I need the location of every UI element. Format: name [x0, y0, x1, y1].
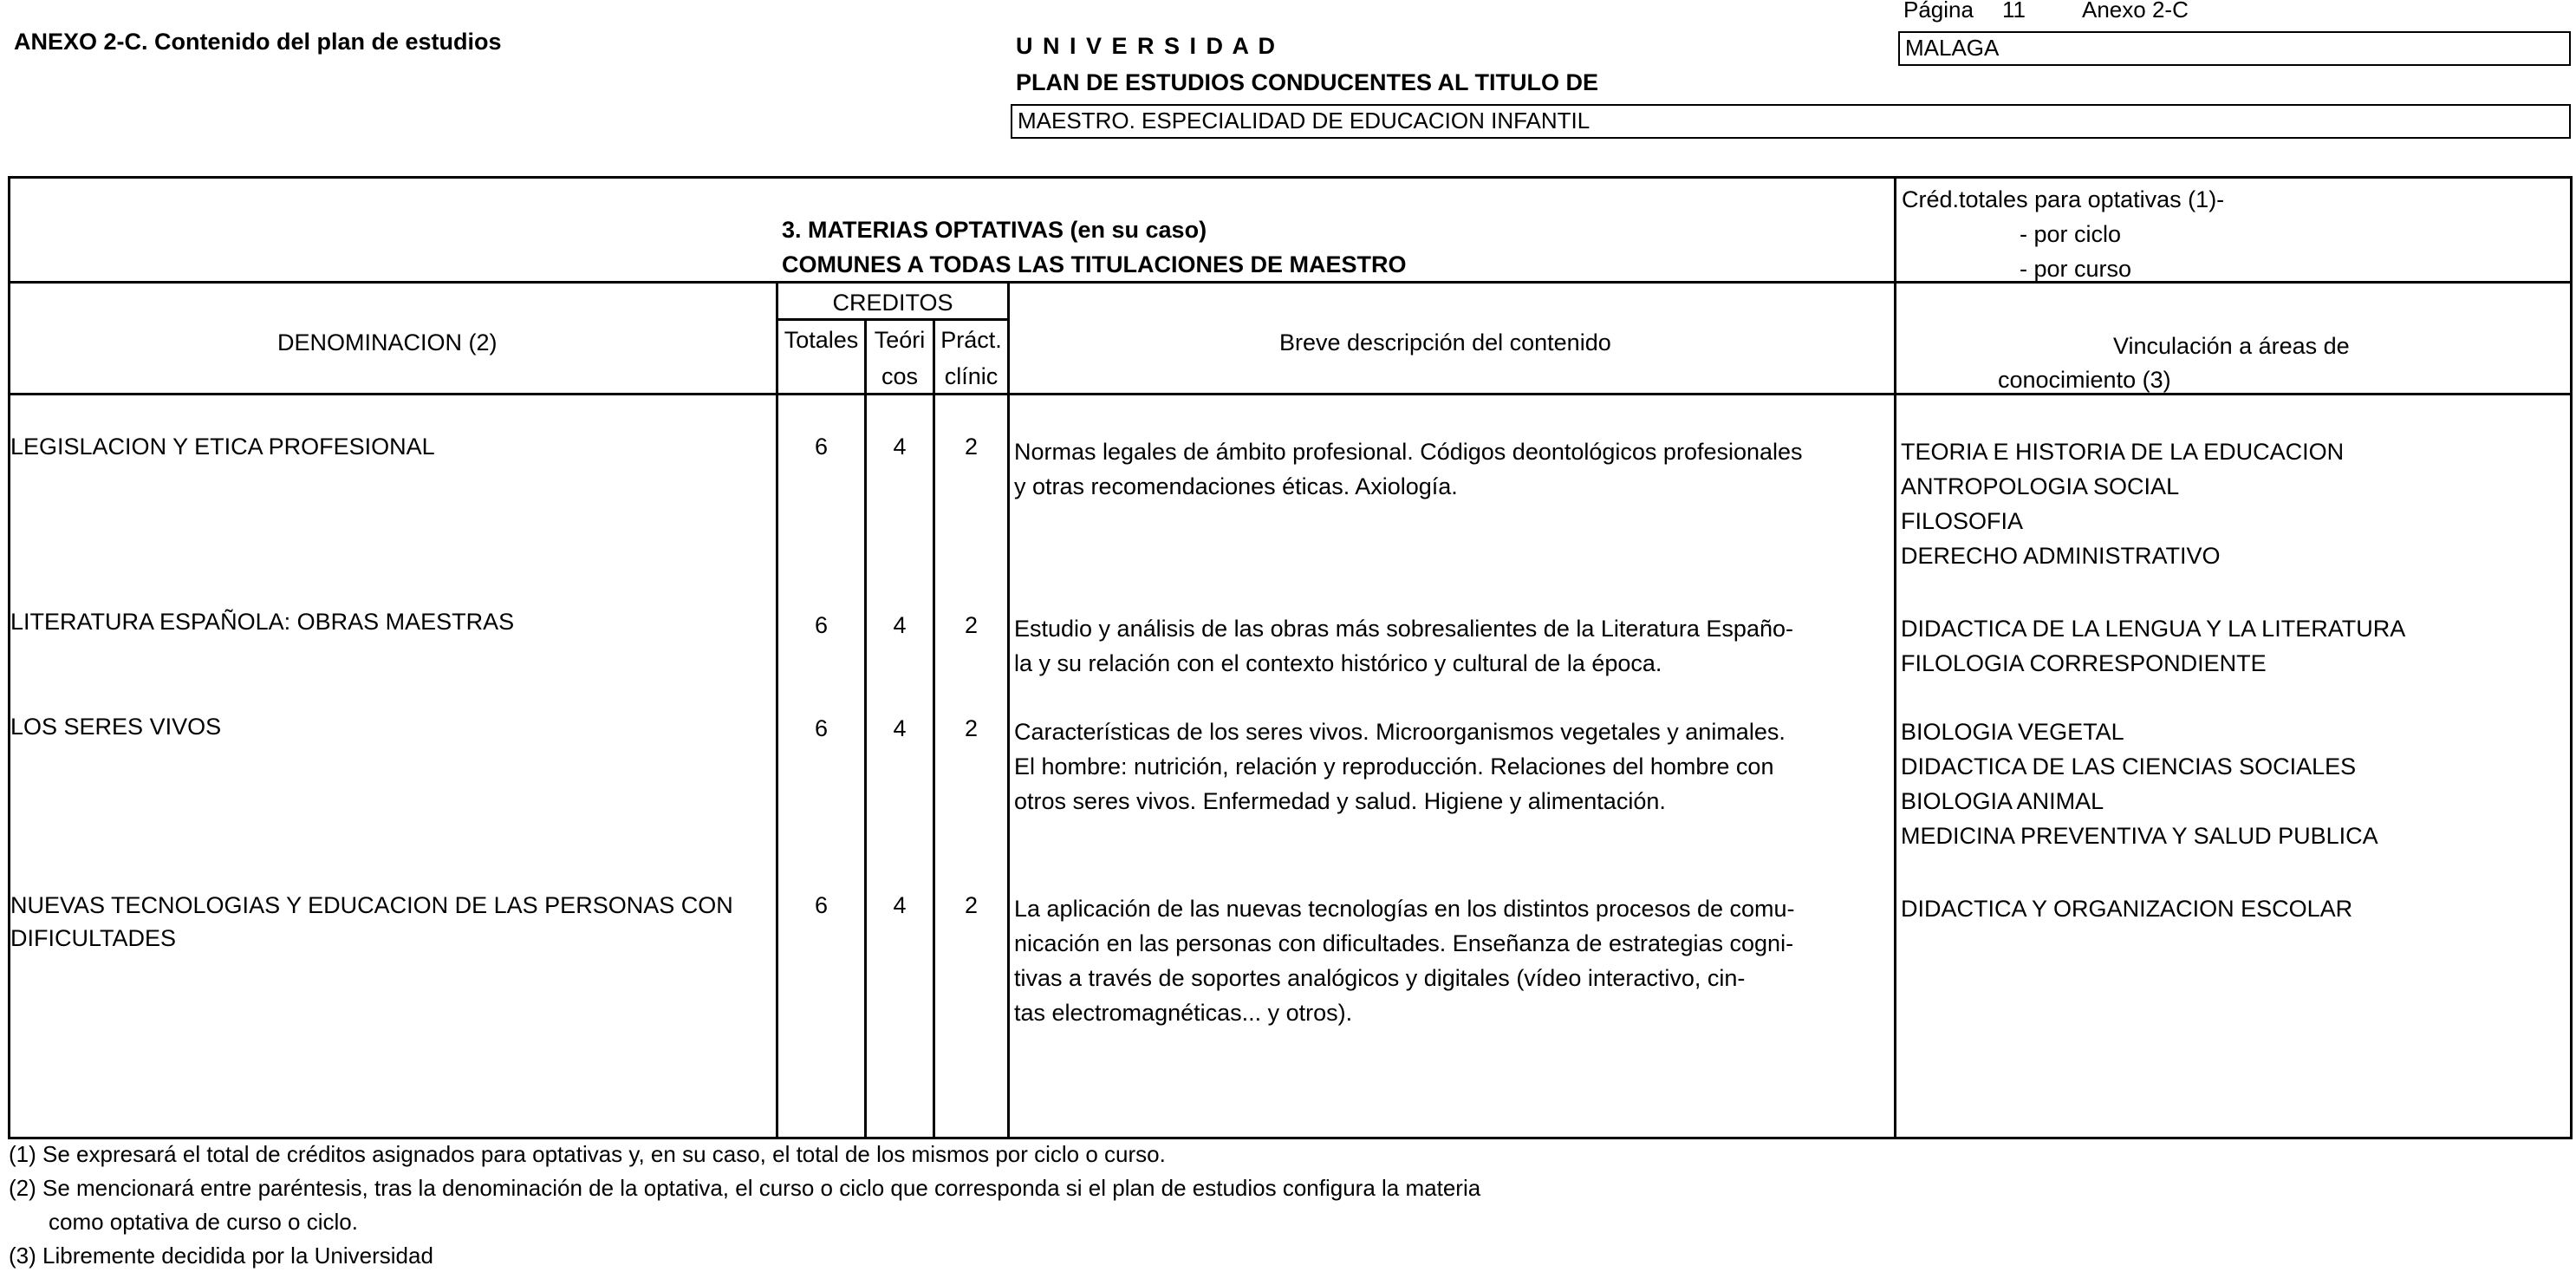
row-3-description-line1: Características de los seres vivos. Microorganismos vegetales y animales.: [1014, 719, 1786, 745]
row-3-area-4: MEDICINA PREVENTIVA Y SALUD PUBLICA: [1901, 823, 2378, 849]
row-4-name-line2: DIFICULTADES: [10, 925, 177, 951]
row-3-name: LOS SERES VIVOS: [10, 714, 222, 740]
credits-left-rule: [776, 281, 778, 1139]
row-4-description-line3: tivas a través de soportes analógicos y digitales (vídeo interactivo, cin-: [1014, 965, 1746, 991]
row-4-description-line1: La aplicación de las nuevas tecnologías en los distintos procesos de comu-: [1014, 896, 1795, 922]
credits-note-total: Créd.totales para optativas (1)-: [1902, 186, 2225, 212]
row-2-practicos: 2: [964, 612, 979, 638]
row-4-description-line4: tas electromagnéticas... y otros).: [1014, 1000, 1353, 1026]
row-1-description-line2: y otras recomendaciones éticas. Axiología.: [1014, 473, 1458, 499]
footnote-2-continuation: como optativa de curso o ciclo.: [49, 1209, 358, 1235]
page-label: Página: [1903, 0, 1974, 23]
col-totales: Totales: [784, 327, 859, 353]
credits-note-cycle: - por ciclo: [2020, 221, 2122, 247]
row-2-area-1: DIDACTICA DE LA LENGUA Y LA LITERATURA: [1901, 616, 2406, 642]
row-1-area-1: TEORIA E HISTORIA DE LA EDUCACION: [1901, 439, 2345, 465]
col-denominacion: DENOMINACION (2): [277, 329, 498, 356]
col-teoricos-line1: Teóri: [874, 327, 926, 353]
row-1-area-2: ANTROPOLOGIA SOCIAL: [1901, 473, 2180, 499]
row-2-name: LITERATURA ESPAÑOLA: OBRAS MAESTRAS: [10, 609, 515, 635]
row-3-practicos: 2: [964, 715, 979, 741]
row-1-description-line1: Normas legales de ámbito profesional. Códigos deontológicos profesionales: [1014, 439, 1803, 465]
row-1-practicos: 2: [964, 434, 979, 460]
annex-ref: Anexo 2-C: [2082, 0, 2189, 23]
section-subtitle: COMUNES A TODAS LAS TITULACIONES DE MAESTRO: [782, 251, 1407, 277]
page-number: 11: [2002, 0, 2026, 23]
section-title: 3. MATERIAS OPTATIVAS (en su caso): [782, 217, 1207, 243]
description-left-rule: [1007, 281, 1010, 1139]
row-1-area-4: DERECHO ADMINISTRATIVO: [1901, 543, 2221, 569]
row-3-totales: 6: [814, 715, 829, 741]
footnote-1: (1) Se expresará el total de créditos asignados para optativas y, en su caso, el total de los mismos por ciclo o curso.: [9, 1141, 1166, 1167]
row-3-description-line3: otros seres vivos. Enfermedad y salud. Higiene y alimentación.: [1014, 788, 1666, 814]
row-3-teoricos: 4: [893, 715, 907, 741]
row-2-description-line1: Estudio y análisis de las obras más sobresalientes de la Literatura Españo-: [1014, 616, 1793, 642]
row-4-name-line1: NUEVAS TECNOLOGIAS Y EDUCACION DE LAS PERSONAS CON: [10, 892, 733, 918]
row-4-practicos: 2: [964, 892, 979, 918]
university-name-field: MALAGA: [1898, 31, 2571, 66]
col-teoricos-line2: cos: [881, 363, 919, 389]
row-1-name: LEGISLACION Y ETICA PROFESIONAL: [10, 434, 435, 460]
row-2-totales: 6: [814, 612, 829, 638]
row-3-area-3: BIOLOGIA ANIMAL: [1901, 788, 2104, 814]
col-practicos-line1: Práct.: [940, 327, 1002, 353]
col-practicos-line2: clínic: [944, 363, 999, 389]
column-header-divider: [8, 393, 2573, 395]
plan-label: PLAN DE ESTUDIOS CONDUCENTES AL TITULO DE: [1016, 69, 1599, 95]
col-creditos: CREDITOS: [832, 290, 953, 316]
row-4-area-1: DIDACTICA Y ORGANIZACION ESCOLAR: [1901, 896, 2353, 922]
row-4-totales: 6: [814, 892, 829, 918]
credits-note-course: - por curso: [2020, 256, 2132, 282]
col-descripcion: Breve descripción del contenido: [1279, 329, 1611, 356]
row-2-description-line2: la y su relación con el contexto histórico y cultural de la época.: [1014, 650, 1662, 676]
annex-title: ANEXO 2-C. Contenido del plan de estudios: [14, 29, 502, 55]
row-3-description-line2: El hombre: nutrición, relación y reproducción. Relaciones del hombre con: [1014, 753, 1774, 780]
row-3-area-1: BIOLOGIA VEGETAL: [1901, 719, 2124, 745]
row-1-area-3: FILOSOFIA: [1901, 508, 2024, 534]
col-vinculacion-line1: Vinculación a áreas de: [2113, 333, 2350, 359]
row-4-teoricos: 4: [893, 892, 907, 918]
footnote-2: (2) Se mencionará entre paréntesis, tras la denominación de la optativa, el curso o ciclo que corresponda si el plan de estudios configura la materia: [9, 1175, 1481, 1201]
col-vinculacion-line2: conocimiento (3): [1998, 367, 2171, 393]
footnote-3: (3) Libremente decidida por la Universidad: [9, 1243, 433, 1269]
row-2-area-2: FILOLOGIA CORRESPONDIENTE: [1901, 650, 2267, 676]
areas-column-rule: [1894, 176, 1896, 1139]
row-3-area-2: DIDACTICA DE LAS CIENCIAS SOCIALES: [1901, 753, 2357, 780]
row-4-description-line2: nicación en las personas con dificultades. Enseñanza de estrategias cogni-: [1014, 930, 1794, 956]
row-1-teoricos: 4: [893, 434, 907, 460]
row-1-totales: 6: [814, 434, 829, 460]
degree-title-field: MAESTRO. ESPECIALIDAD DE EDUCACION INFANTIL: [1011, 104, 2571, 139]
university-label: U N I V E R S I D A D: [1016, 33, 1278, 59]
row-2-teoricos: 4: [893, 612, 907, 638]
